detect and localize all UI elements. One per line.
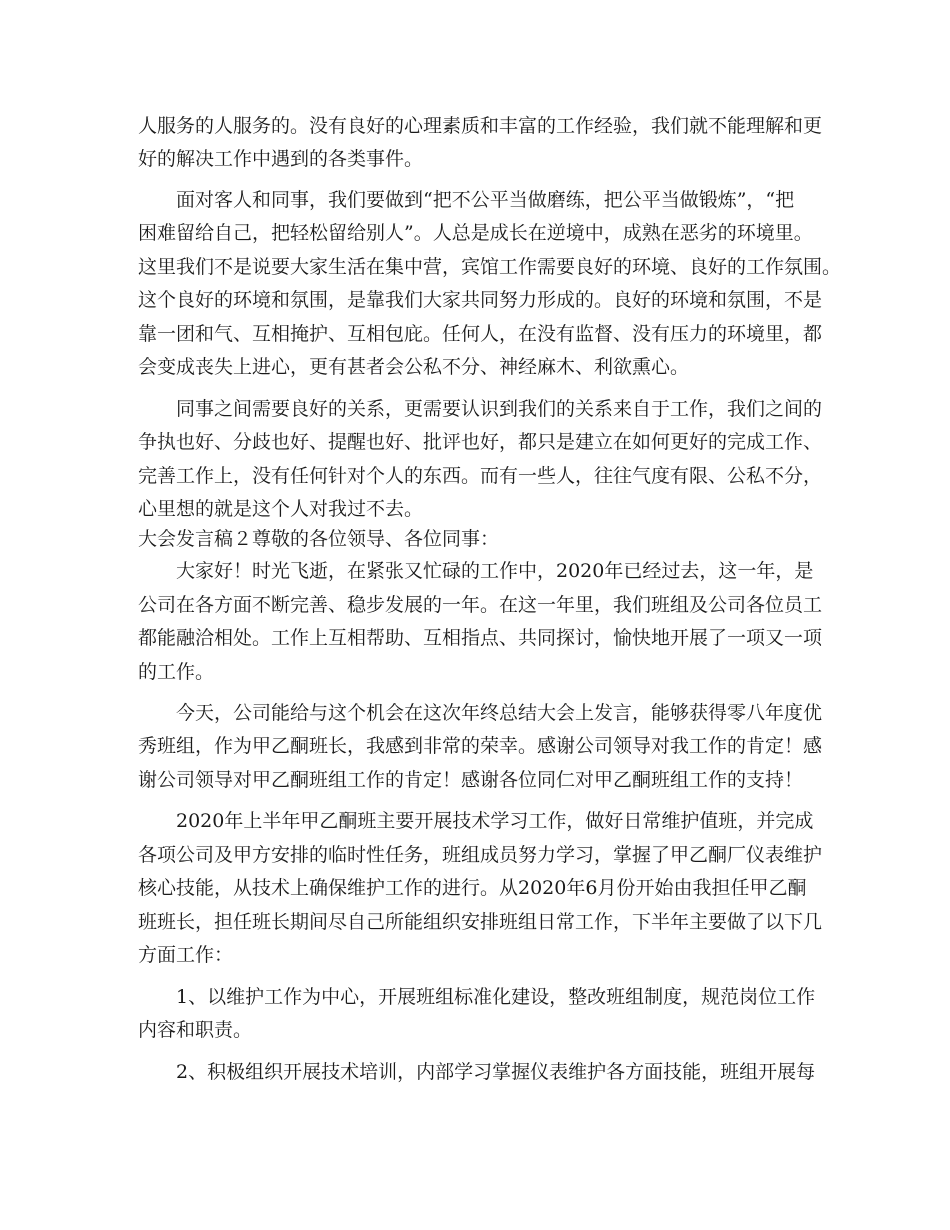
text-line: 都能融洽相处。工作上互相帮助、互相指点、共同探讨，愉快地开展了一项又一项 [138,627,823,649]
text-line: 完善工作上，没有任何针对个人的东西。而有一些人，往往气度有限、公私不分， [138,465,823,487]
text-line: 争执也好、分歧也好、提醒也好、批评也好，都只是建立在如何更好的完成工作、 [138,431,823,453]
text-line: 同事之间需要良好的关系，更需要认识到我们的关系来自于工作，我们之间的 [176,398,823,420]
text-line: 人服务的人服务的。没有良好的心理素质和丰富的工作经验，我们就不能理解和更 [138,115,823,137]
text-line: 1、以维护工作为中心，开展班组标准化建设，整改班组制度，规范岗位工作 [176,986,816,1008]
text-line: 好的解决工作中遇到的各类事件。 [138,148,424,170]
text-line: 2、积极组织开展技术培训，内部学习掌握仪表维护各方面技能，班组开展每 [176,1061,816,1083]
text-line: 内容和职责。 [138,1019,253,1041]
text-line: 困难留给自己，把轻松留给别人”。人总是成长在逆境中，成熟在恶劣的环境里。 [138,222,813,244]
text-line: 2020年上半年甲乙酮班主要开展技术学习工作，做好日常维护值班，并完成 [176,810,814,832]
text-line: 方面工作： [138,944,234,966]
text-line: 靠一团和气、互相掩护、互相包庇。任何人，在没有监督、没有压力的环境里，都 [138,323,823,345]
text-line: 大家好！时光飞逝，在紧张又忙碌的工作中，2020年已经过去，这一年，是 [176,560,814,582]
text-line: 谢公司领导对甲乙酮班组工作的肯定！感谢各位同仁对甲乙酮班组工作的支持！ [138,769,804,791]
text-line: 今天，公司能给与这个机会在这次年终总结大会上发言，能够获得零八年度优 [176,702,823,724]
text-line: 心里想的就是这个人对我过不去。 [138,498,424,520]
text-line: 公司在各方面不断完善、稳步发展的一年。在这一年里，我们班组及公司各位员工 [138,594,823,616]
text-line: 各项公司及甲方安排的临时性任务，班组成员努力学习，掌握了甲乙酮厂仪表维护 [138,844,823,866]
text-line: 秀班组，作为甲乙酮班长，我感到非常的荣幸。感谢公司领导对我工作的肯定！感 [138,735,823,757]
text-line: 这个良好的环境和氛围，是靠我们大家共同努力形成的。良好的环境和氛围，不是 [138,289,823,311]
text-line: 核心技能，从技术上确保维护工作的进行。从2020年6月份开始由我担任甲乙酮 [138,877,807,899]
text-line: 班班长，担任班长期间尽自己所能组织安排班组日常工作，下半年主要做了以下几 [138,911,823,933]
text-line: 大会发言稿２尊敬的各位领导、各位同事： [138,528,500,550]
text-line: 会变成丧失上进心，更有甚者会公私不分、神经麻木、利欲熏心。 [138,356,690,378]
text-line: 这里我们不是说要大家生活在集中营，宾馆工作需要良好的环境、良好的工作氛围。 [138,256,842,278]
text-line: 面对客人和同事，我们要做到“把不公平当做磨练，把公平当做锻炼”，“把 [176,189,795,211]
text-line: 的工作。 [138,661,215,683]
